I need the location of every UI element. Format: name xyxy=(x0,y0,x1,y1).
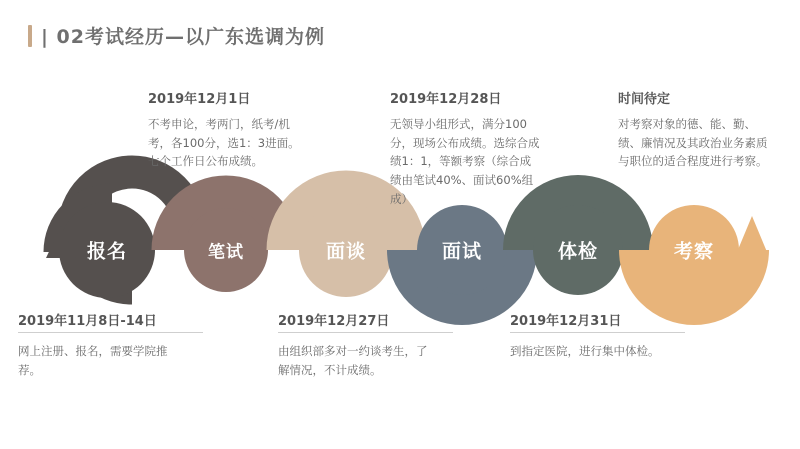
bottom-caption-divider-2 xyxy=(278,332,453,333)
flow-node-label-2: 笔试 xyxy=(208,242,244,263)
bottom-caption-date-3: 2019年12月31日 xyxy=(510,314,622,329)
top-caption-text-1: 不考申论，考两门，纸考/机考，各100分，选1：3进面。七个工作日公布成绩。 xyxy=(148,117,300,169)
flow-node-label-3: 面谈 xyxy=(325,240,367,263)
top-caption-date-1: 2019年12月1日 xyxy=(148,92,251,107)
bottom-caption-date-1: 2019年11月8日-14日 xyxy=(18,314,157,329)
bottom-caption-text-1: 网上注册、报名，需要学院推荐。 xyxy=(18,344,168,377)
top-caption-date-2: 2019年12月28日 xyxy=(390,92,502,107)
flow-node-label-6: 考察 xyxy=(673,240,715,263)
top-caption-date-3: 时间待定 xyxy=(618,92,671,107)
bottom-caption-text-2: 由组织部多对一约谈考生，了解情况，不计成绩。 xyxy=(278,344,428,377)
flow-node-label-5: 体检 xyxy=(557,240,599,263)
flow-node-2 xyxy=(168,192,284,292)
bottom-caption-divider-1 xyxy=(18,332,203,333)
bottom-caption-date-2: 2019年12月27日 xyxy=(278,314,390,329)
flow-node-6 xyxy=(636,205,767,308)
page-title-text: | 02考试经历—以广东选调为例 xyxy=(41,26,325,48)
bottom-caption-divider-3 xyxy=(510,332,685,333)
bottom-caption-text-3: 到指定医院，进行集中体检。 xyxy=(510,344,660,358)
flow-node-label-1: 报名 xyxy=(86,240,128,263)
top-caption-text-3: 对考察对象的德、能、勤、绩、廉情况及其政治业务素质与职位的适合程度进行考察。 xyxy=(618,117,768,169)
flow-node-label-4: 面试 xyxy=(441,240,483,263)
top-caption-text-2: 无领导小组形式，满分100分，现场公布成绩。选综合成绩1：1，等额考察（综合成绩由笔试40%、面试60%组成） xyxy=(390,117,540,206)
